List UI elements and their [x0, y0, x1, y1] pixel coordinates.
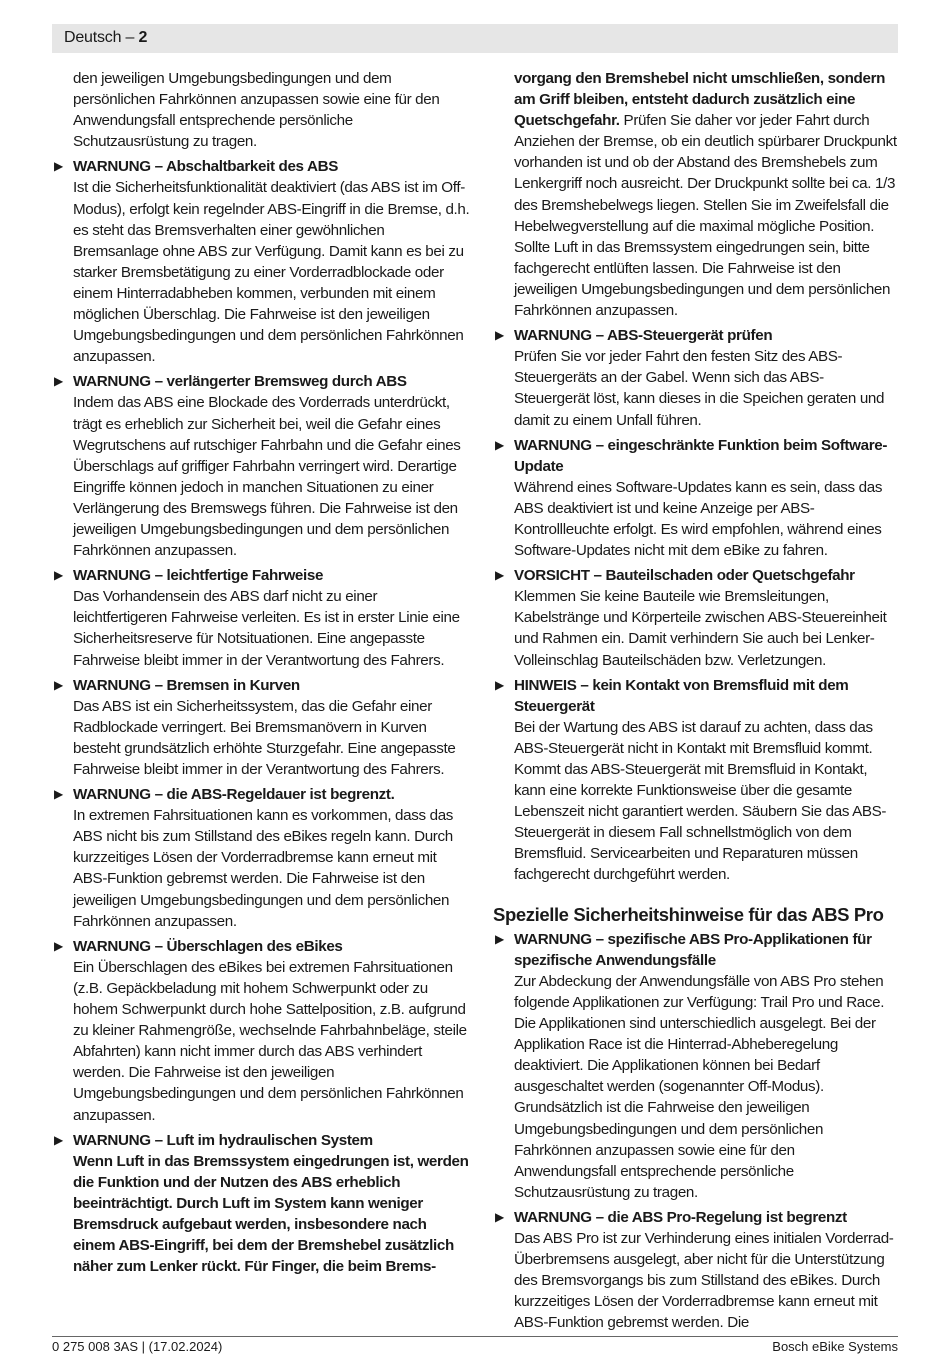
warning-body: Das ABS Pro ist zur Verhinderung eines initialen Vorderrad-Überbremsens ausgelegt, aber nicht für die Unterstützung des Bremsvorgangs bis zum Stillstand des eBikes. Durch kurzzeitiges Lösen der Vorderradbremse kann erneut mit ABS-Funktion gebremst werden. Die [514, 1229, 894, 1332]
page-number: 2 [138, 29, 148, 46]
header-language: Deutsch – [64, 29, 139, 46]
notice-item [493, 675, 898, 886]
warning-item [52, 156, 470, 367]
warning-body: Indem das ABS eine Blockade des Vorderrads unterdrückt, trägt es erheblich zur Sicherheit bei, weil die Gefahr eines Wegrutschens auf rutschiger Fahrbahn und die Gefahr eines Überschlags auf griffiger Fahrbahn verringert wird. Derartige Eingriffe können jedoch in manchen Situationen zu einer Verlängerung des Bremswegs führen. Die Fahrweise ist den jeweiligen Umgebungsbedingungen und dem persönlichen Fahrkönnen anzupassen. [73, 394, 461, 560]
warning-item [493, 325, 898, 430]
triangle-bullet-icon: ▶ [54, 787, 63, 802]
warning-body: Während eines Software-Updates kann es sein, dass das ABS deaktiviert ist und keine Anzeige per ABS-Kontrollleuchte erfolgt. Es wird empfohlen, während eines Software-Updates nicht mit dem eBike zu fahren. [514, 478, 883, 560]
triangle-bullet-icon: ▶ [54, 374, 63, 389]
warning-item [52, 565, 470, 670]
triangle-bullet-icon: ▶ [495, 328, 504, 343]
warning-title: WARNUNG – Überschlagen des eBikes [73, 937, 343, 955]
warning-title: WARNUNG – leichtfertige Fahrweise [73, 567, 324, 585]
caution-item [493, 565, 898, 670]
triangle-bullet-icon: ▶ [54, 568, 63, 583]
header-label [64, 29, 147, 47]
left-column [52, 68, 470, 1277]
triangle-bullet-icon: ▶ [54, 938, 63, 953]
triangle-bullet-icon: ▶ [54, 1132, 63, 1147]
warning-item [52, 1130, 470, 1278]
warning-title: WARNUNG – Abschaltbarkeit des ABS [73, 158, 338, 176]
triangle-bullet-icon: ▶ [495, 437, 504, 452]
triangle-bullet-icon: ▶ [495, 677, 504, 692]
triangle-bullet-icon: ▶ [495, 1209, 504, 1224]
continuation-text: Prüfen Sie daher vor jeder Fahrt durch Anziehen der Bremse, ob ein deutlich spürbarer Druckpunkt vorhanden ist und ob der Abstand des Bremshebels zum Lenkergriff noch ausreicht. Der Druckpunkt sollte bei ca. 1/3 des Bremshebelwegs liegen. Stellen Sie im Zweifelsfall die Hebelwegverstellung auf die maximal mögliche Position. Sollte Luft in das Bremssystem eingedrungen sein, bitte fachgerecht entlüften lassen. Die Fahrweise ist den jeweiligen Umgebungsbedingungen und dem persönlichen Fahrkönnen anzupassen. [514, 112, 897, 320]
warning-item [52, 784, 470, 932]
intro-paragraph: den jeweiligen Umgebungsbedingungen und dem persönlichen Fahrkönnen anzupassen sowie eine für den Anwendungsfall entsprechende persönliche Schutzausrüstung zu tragen. [73, 70, 440, 151]
warning-title: WARNUNG – die ABS-Regeldauer ist begrenzt. [73, 786, 395, 804]
warning-body: Das ABS ist ein Sicherheitssystem, das die Gefahr einer Radblockade verringert. Bei Bremsmanövern in Kurven besteht grundsätzlich erhöhte Sturzgefahr. Eine angepasste Fahrweise bleibt immer in der Verantwortung des Fahrers. [73, 697, 456, 778]
footer-divider [52, 1336, 898, 1337]
triangle-bullet-icon: ▶ [54, 159, 63, 174]
caution-title: VORSICHT – Bauteilschaden oder Quetschgefahr [514, 567, 855, 585]
warning-title: WARNUNG – die ABS Pro-Regelung ist begrenzt [514, 1208, 847, 1226]
section-heading: Spezielle Sicherheitshinweise für das ABS Pro [493, 903, 884, 925]
page-header [52, 24, 898, 53]
warning-title: WARNUNG – spezifische ABS Pro-Applikationen für spezifische Anwendungsfälle [514, 930, 872, 969]
warning-title: WARNUNG – Bremsen in Kurven [73, 676, 300, 694]
warning-item [52, 936, 470, 1126]
triangle-bullet-icon: ▶ [54, 677, 63, 692]
warning-item [493, 929, 898, 1203]
warning-body: Das Vorhandensein des ABS darf nicht zu einer leichtfertigeren Fahrweise verleiten. Es ist in erster Linie eine Sicherheitsreserve für Notsituationen. Eine angepasste Fahrweise bleibt immer in der Verantwortung des Fahrers. [73, 588, 460, 669]
triangle-bullet-icon: ▶ [495, 931, 504, 946]
warning-item [52, 371, 470, 561]
continuation-bold: vorgang den Bremshebel nicht umschließen, sondern am Griff bleiben, entsteht dadurch zusätzlich eine Quetschgefahr. [514, 70, 886, 130]
continuation-paragraph [493, 68, 898, 321]
caution-body: Klemmen Sie keine Bauteile wie Bremsleitungen, Kabelstränge und Körperteile zwischen ABS-Steuereinheit und Rahmen ein. Damit verhindern Sie auch bei Lenker-Volleinschlag Bauteilschäden bzw. Verletzungen. [514, 588, 887, 669]
warning-title: WARNUNG – verlängerter Bremsweg durch ABS [73, 373, 407, 391]
warning-body: Ein Überschlagen des eBikes bei extremen Fahrsituationen (z.B. Gepäckbeladung mit hohem Schwerpunkt oder zu hohem Schwerpunkt durch hohe Sattelposition, z.B. aufgrund zu kleiner Rahmengröße, wechselnde Fahrbahnbeläge, steile Abfahrten) kann nicht immer durch das ABS verhindert werden. Die Fahrweise ist den jeweiligen Umgebungsbedingungen und dem persönlichen Fahrkönnen anzupassen. [73, 958, 467, 1124]
warning-item [493, 435, 898, 562]
warning-title: WARNUNG – eingeschränkte Funktion beim Software-Update [514, 436, 888, 475]
notice-body: Bei der Wartung des ABS ist darauf zu achten, dass das ABS-Steuergerät nicht in Kontakt mit Bremsfluid kommt. Kommt das ABS-Steuergerät mit Bremsfluid in Kontakt, kann eine korrekte Funktionsweise über die gesamte Lebenszeit nicht garantiert werden. Säubern Sie das ABS-Steuergerät in diesem Fall schnellstmöglich von dem Bremsfluid. Servicearbeiten und Reparaturen müssen fachgerecht durchgeführt werden. [514, 718, 887, 884]
warning-body: Zur Abdeckung der Anwendungsfälle von ABS Pro stehen folgende Applikationen zur Verfügung: Trail Pro und Race. Die Applikationen sind unterschiedlich ausgelegt. Bei der Applikation Race ist die Hinterrad-Abheberegelung deaktiviert. Die Applikationen können bei Bedarf ausgeschaltet werden (sogenannter Off-Modus). Grundsätzlich ist die Fahrweise den jeweiligen Umgebungsbedingungen und dem persönlichen Fahrkönnen anzupassen sowie eine für den Anwendungsfall entsprechende persönliche Schutzausrüstung zu tragen. [514, 972, 885, 1201]
warning-body-bold: Wenn Luft in das Bremssystem eingedrungen ist, werden die Funktion und der Nutzen des ABS erheblich beeinträchtigt. Durch Luft im System kann weniger Bremsdruck aufgebaut werden, insbesondere nach einem ABS-Eingriff, bei dem der Bremshebel zusätzlich näher zum Lenker rückt. Für Finger, die beim Brems- [73, 1152, 469, 1276]
triangle-bullet-icon: ▶ [495, 568, 504, 583]
right-column [493, 68, 898, 1333]
warning-body: In extremen Fahrsituationen kann es vorkommen, dass das ABS nicht bis zum Stillstand des eBikes regeln kann. Durch kurzzeitiges Lösen der Vorderradbremse kann erneut mit ABS-Funktion gebremst werden. Die Fahrweise ist den jeweiligen Umgebungsbedingungen und dem persönlichen Fahrkönnen anzupassen. [73, 807, 454, 930]
warning-body: Ist die Sicherheitsfunktionalität deaktiviert (das ABS ist im Off-Modus), erfolgt kein regelnder ABS-Eingriff in die Bremse, d.h. es steht das Bremsverhalten einer gewöhnlichen Bremsanlage ohne ABS zur Verfügung. Damit kann es bei zu starker Bremsbetätigung zu einer Vorderradblockade oder einem Hinterradabheben kommen, verbunden mit einem möglichen Überschlag. Die Fahrweise ist den jeweiligen Umgebungsbedingungen und dem persönlichen Fahrkönnen anzupassen. [73, 179, 470, 366]
warning-item [493, 1207, 898, 1334]
warning-body: Prüfen Sie vor jeder Fahrt den festen Sitz des ABS-Steuergeräts an der Gabel. Wenn sich das ABS-Steuergerät löst, kann dieses in die Speichen geraten und damit zu einem Unfall führen. [514, 348, 885, 429]
footer-brand: Bosch eBike Systems [772, 1339, 898, 1354]
footer-doc-number: 0 275 008 3AS | (17.02.2024) [52, 1339, 223, 1354]
warning-title: WARNUNG – Luft im hydraulischen System [73, 1131, 373, 1149]
warning-item [52, 675, 470, 780]
warning-title: WARNUNG – ABS-Steuergerät prüfen [514, 327, 773, 345]
notice-title: HINWEIS – kein Kontakt von Bremsfluid mit dem Steuergerät [514, 676, 849, 715]
